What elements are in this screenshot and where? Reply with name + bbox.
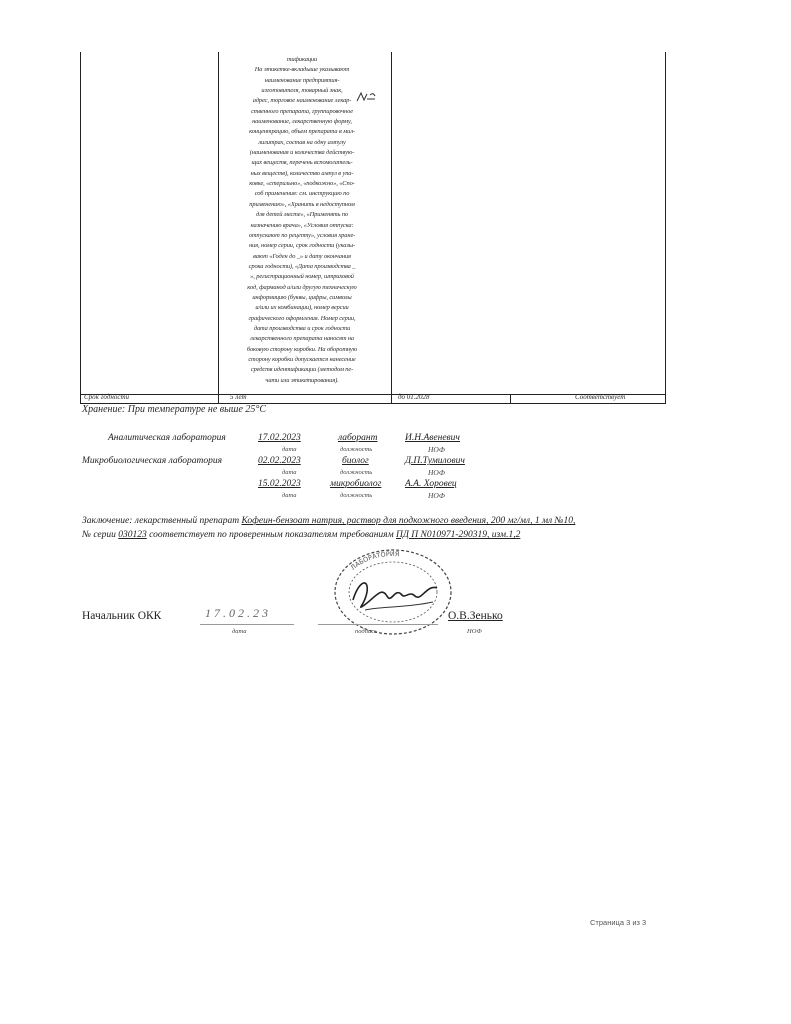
- description-line: средств идентификации (методом пе-: [250, 366, 354, 374]
- shelf-life-label: Срок годности: [84, 393, 130, 401]
- shelf-life-actual: до 01.2028: [398, 393, 430, 401]
- page-number: Страница 3 из 3: [590, 918, 647, 927]
- handwritten-signature-icon: [345, 570, 445, 620]
- conclusion-suffix: соответствует по проверенным показателям требованиям: [149, 530, 394, 540]
- description-line: ковке, «стерильно», «подкожно», «Спо-: [249, 180, 355, 188]
- caption-position-1: должность: [340, 446, 373, 453]
- table-col-divider-1: [218, 52, 219, 404]
- head-caption-dept: НОФ: [467, 628, 482, 635]
- description-line: изготовителя, товарный знак,: [261, 87, 343, 95]
- head-signature-line: [318, 624, 438, 625]
- conclusion-prefix: Заключение: лекарственный препарат: [82, 516, 240, 526]
- description-line: соб применения: см. инструкцию по: [254, 190, 350, 198]
- table-left-border: [80, 52, 81, 404]
- description-line: боковую сторону коробки. На оборотную: [246, 345, 358, 353]
- description-line: концентрацию, объем препарата в мил-: [249, 128, 355, 136]
- sign-name-3: А.А. Хоровец: [405, 479, 457, 489]
- description-line: ных веществ), количество ампул в упа-: [250, 169, 354, 177]
- sign-position-1: лаборант: [338, 433, 378, 443]
- caption-date-3: дата: [282, 492, 297, 499]
- sign-name-2: Д.П.Тумилович: [405, 456, 465, 466]
- sign-date-1: 17.02.2023: [258, 433, 301, 443]
- description-line: адрес, торговое наименование лекар-: [252, 97, 352, 105]
- labeling-description: [222, 55, 382, 386]
- description-line: тификации: [286, 56, 318, 63]
- conclusion-series-label: № серии: [82, 530, 116, 540]
- description-line: сторону коробки допускается нанесение: [248, 355, 356, 363]
- description-line: ственного препарата, группировочное: [251, 107, 353, 115]
- caption-dept-2: НОФ: [428, 468, 445, 477]
- description-line: применению», «Хранить в недоступном: [249, 200, 355, 208]
- storage-conditions: Хранение: При температуре не выше 25°C: [82, 404, 267, 415]
- description-line: наименование предприятия-: [264, 76, 340, 84]
- description-line: чати или этикетирования).: [265, 376, 339, 384]
- svg-text:ЛАБОРАТОРИЯ: [349, 550, 400, 572]
- conclusion-product: Кофеин-бензоат натрия, раствор для подкожного введения, 200 мг/мл, 1 мл №10,: [241, 516, 576, 526]
- description-line: графического оформления. Номер серии,: [248, 314, 356, 322]
- shelf-life-norm: 5 лет: [230, 393, 247, 401]
- description-line: », регистрационный номер, штриховой: [250, 273, 354, 281]
- description-line: отпускают по рецепту», условия хране-: [248, 231, 356, 239]
- description-line: наименование, лекарственную форму,: [252, 118, 352, 126]
- handwritten-mark-icon: [355, 90, 377, 104]
- head-date-handwritten: 17.02.23: [205, 606, 271, 620]
- stamp-text: ЛАБОРАТОРИЯ: [349, 549, 400, 572]
- sign-date-3: 15.02.2023: [258, 479, 301, 489]
- description-line: код, фарманод и/или другую техническую: [247, 283, 357, 291]
- caption-position-2: должность: [340, 469, 373, 476]
- conclusion-series: 030123: [118, 530, 147, 540]
- description-line: щих веществ, перечень вспомогатель-: [251, 159, 353, 167]
- description-line: назначению врача», «Условия отпуска:: [250, 221, 354, 229]
- table-col-divider-2: [391, 52, 392, 404]
- shelf-life-result: Соответствует: [575, 393, 626, 401]
- description-line: для детей месте», «Применять по: [255, 211, 349, 219]
- description-line: срока годности), «Дата производства _: [248, 262, 356, 270]
- caption-date-2: дата: [282, 469, 297, 476]
- description-line: и/или их комбинации), номер версии: [255, 304, 349, 312]
- head-caption-signature: подпись: [355, 628, 378, 635]
- head-title: Начальник ОКК: [82, 610, 162, 622]
- description-line: лекарственного препарата наносят на: [250, 335, 354, 343]
- description-line: дата производства и срок годности: [253, 324, 351, 332]
- caption-dept-1: НОФ: [428, 445, 445, 454]
- micro-lab-label: Микробиологическая лаборатория: [82, 456, 223, 466]
- description-line: информацию (буквы, цифры, символы: [252, 293, 352, 301]
- table-right-border: [665, 52, 666, 404]
- head-caption-date: дата: [232, 628, 247, 635]
- description-line: ния, номер серии, срок годности (указы-: [248, 242, 356, 250]
- description-line: вают «Годен до _» и дату окончания: [253, 252, 351, 260]
- caption-date-1: дата: [282, 446, 297, 453]
- description-line: На этикетке-вкладыше указывают: [254, 66, 350, 74]
- sign-date-2: 02.02.2023: [258, 456, 301, 466]
- conclusion-line-2: [82, 530, 520, 540]
- sign-position-3: микробиолог: [330, 479, 382, 489]
- description-line: (наименования и количества действую-: [249, 149, 355, 157]
- conclusion-spec: ПД П N010971-290319, изм.1,2: [396, 530, 521, 540]
- description-line: лилитрах, состав на одну ампулу: [258, 138, 346, 146]
- caption-position-3: должность: [340, 492, 373, 499]
- sign-name-1: И.Н.Авеневич: [405, 433, 460, 443]
- conclusion-line-1: [82, 516, 575, 526]
- sign-position-2: биолог: [342, 456, 369, 466]
- analytical-lab-label: Аналитическая лаборатория: [108, 433, 226, 443]
- head-date-line: [200, 624, 294, 625]
- head-name: О.В.Зенько: [448, 610, 503, 622]
- caption-dept-3: НОФ: [428, 491, 445, 500]
